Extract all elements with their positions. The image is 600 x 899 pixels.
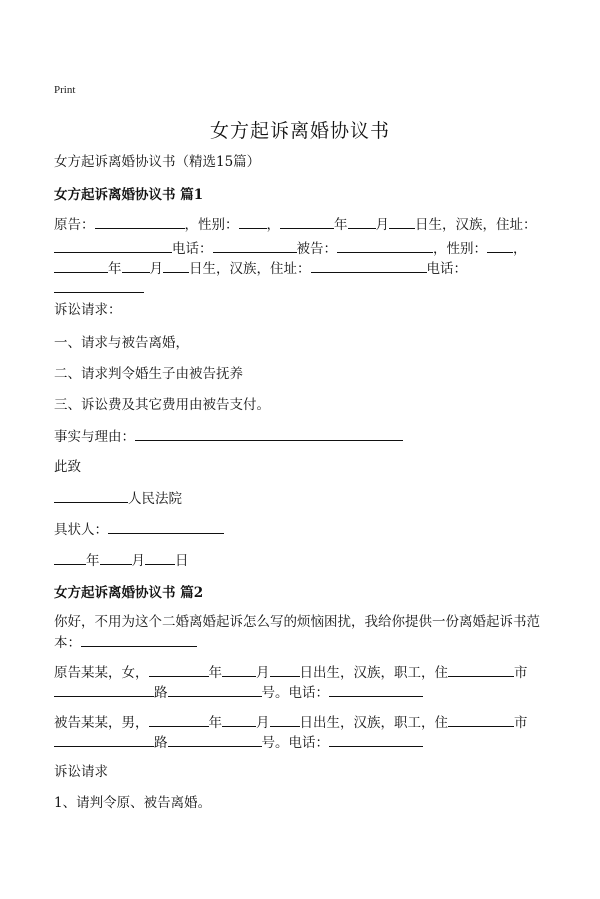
intro-line-2 [54, 632, 197, 653]
blank-field [337, 238, 433, 253]
blank-field [100, 550, 132, 565]
claim-3: 三、诉讼费及其它费用由被告支付。 [54, 397, 270, 413]
blank-field [487, 238, 513, 253]
year-label: 年 [86, 553, 100, 569]
gender-label: ，性别： [184, 217, 239, 233]
day-label: 日生，汉族，住址： [189, 261, 311, 277]
plaintiff-line-3 [54, 258, 467, 279]
number-label: 号。电话： [261, 735, 329, 751]
plaintiff-label: 原告： [54, 217, 95, 233]
defendant-info-line-1 [54, 712, 528, 733]
section-heading-2: 女方起诉离婚协议书 篇2 [54, 585, 204, 601]
year-label: 年 [208, 665, 222, 681]
blank-field [270, 662, 300, 677]
month-label: 月 [131, 553, 145, 569]
claims-heading: 诉讼请求： [54, 302, 122, 318]
blank-field [448, 712, 514, 727]
blank-field [222, 662, 256, 677]
subtitle: 女方起诉离婚协议书（精选15篇） [54, 154, 261, 170]
day-label: 日生，汉族，住址： [415, 217, 537, 233]
city-label: 市 [514, 665, 528, 681]
comma: ， [513, 241, 527, 257]
city-label: 市 [514, 715, 528, 731]
plaintiff-line-4 [54, 278, 144, 299]
day-label: 日 [175, 553, 189, 569]
facts-line [54, 426, 403, 447]
blank-field [389, 214, 415, 229]
greeting: 此致 [54, 459, 81, 475]
plaintiff-line-2 [54, 238, 527, 259]
blank-field [149, 662, 209, 677]
blank-field [54, 682, 154, 697]
blank-field [54, 550, 86, 565]
blank-field [54, 732, 154, 747]
blank-field [54, 278, 144, 293]
month-label: 月 [375, 217, 389, 233]
blank-field [54, 258, 108, 273]
defendant-prefix: 被告某某，男， [54, 715, 149, 731]
plaintiff-info-line-1 [54, 662, 528, 683]
blank-field [108, 519, 224, 534]
claims-heading-2: 诉讼请求 [54, 764, 108, 780]
facts-label: 事实与理由： [54, 429, 135, 445]
blank-field [145, 550, 175, 565]
blank-field [149, 712, 209, 727]
blank-field [163, 258, 189, 273]
section-heading-1: 女方起诉离婚协议书 篇1 [54, 187, 204, 203]
court-suffix: 人民法院 [128, 491, 182, 507]
blank-field [448, 662, 514, 677]
claim-1: 一、请求与被告离婚， [54, 335, 189, 351]
road-label: 路 [154, 685, 168, 701]
blank-field [135, 426, 403, 441]
blank-field [329, 682, 423, 697]
blank-field [95, 214, 185, 229]
blank-field [54, 238, 172, 253]
intro-line-1: 你好，不用为这个二婚离婚起诉怎么写的烦恼困扰，我给你提供一份离婚起诉书范 [54, 614, 540, 630]
blank-field [81, 632, 197, 647]
page-title: 女方起诉离婚协议书 [209, 120, 390, 142]
blank-field [329, 732, 423, 747]
blank-field [54, 488, 128, 503]
blank-field [168, 682, 262, 697]
blank-field [270, 712, 300, 727]
blank-field [311, 258, 427, 273]
blank-field [280, 214, 334, 229]
defendant-info-line-2 [54, 732, 423, 753]
month-label: 月 [256, 715, 270, 731]
phone-label: 电话： [426, 261, 467, 277]
print-label: Print [54, 84, 76, 96]
year-label: 年 [208, 715, 222, 731]
intro-label: 本： [54, 635, 81, 651]
plaintiff-info-line-2 [54, 682, 423, 703]
gender-label: ，性别： [433, 241, 487, 257]
plaintiff-line-1: 原告： ，性别： ， 年 月 日生，汉族，住址： [54, 214, 537, 235]
claim-2: 二、请求判令婚生子由被告抚养 [54, 366, 243, 382]
date-line [54, 550, 189, 571]
blank-field [213, 238, 297, 253]
born-label: 日出生，汉族，职工，住 [299, 715, 448, 731]
plaintiff-prefix: 原告某某，女， [54, 665, 149, 681]
blank-field [239, 214, 267, 229]
month-label: 月 [149, 261, 163, 277]
blank-field [122, 258, 150, 273]
number-label: 号。电话： [261, 685, 329, 701]
defendant-label: 被告： [296, 241, 337, 257]
blank-field [168, 732, 262, 747]
born-label: 日出生，汉族，职工，住 [299, 665, 448, 681]
year-label: 年 [108, 261, 122, 277]
signer-line [54, 519, 224, 540]
blank-field [222, 712, 256, 727]
signer-label: 具状人： [54, 522, 108, 538]
year-label: 年 [334, 217, 348, 233]
blank-field [348, 214, 376, 229]
court-line [54, 488, 182, 509]
claim-2-1: 1、请判令原、被告离婚。 [54, 795, 212, 811]
road-label: 路 [154, 735, 168, 751]
month-label: 月 [256, 665, 270, 681]
phone-label: 电话： [172, 241, 213, 257]
